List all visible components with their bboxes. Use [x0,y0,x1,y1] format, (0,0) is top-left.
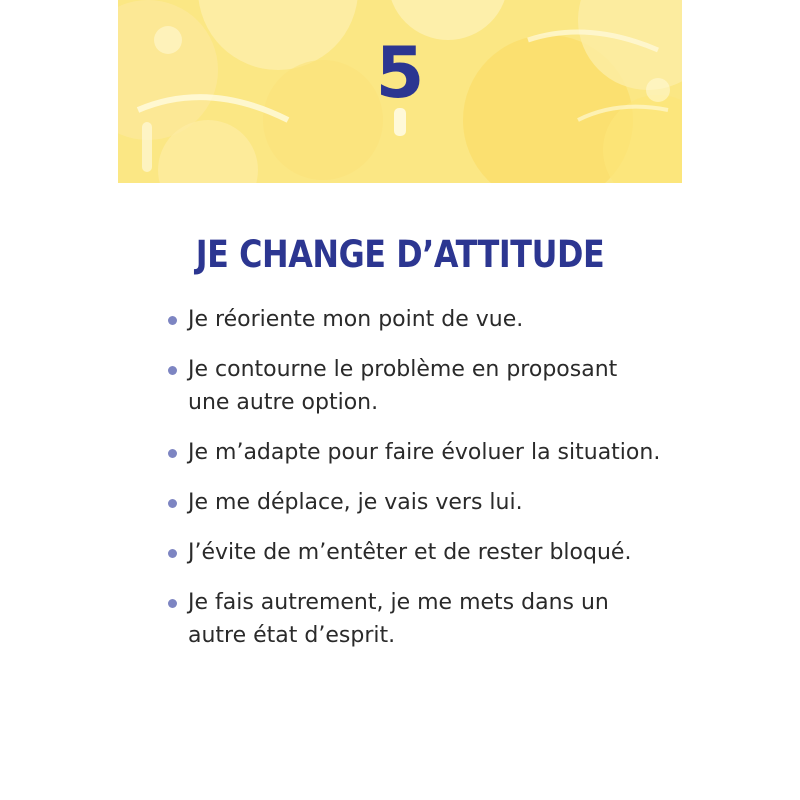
list-item-text: Je contourne le problème en proposant une autre option. [188,357,618,415]
list-item-text: Je réoriente mon point de vue. [188,307,524,332]
bullet-icon [168,449,177,458]
card-header-banner [118,0,682,183]
list-item [164,353,664,419]
bullet-icon [168,499,177,508]
list-item [164,436,664,469]
bullet-icon [168,599,177,608]
bullet-icon [168,366,177,375]
list-item [164,586,664,652]
bullet-icon [168,316,177,325]
list-item-text: J’évite de m’entêter et de rester bloqué. [188,540,632,565]
card-number: 5 [375,32,425,114]
list-item-text: Je fais autrement, je me mets dans un autre état d’esprit. [188,590,609,648]
bullet-icon [168,549,177,558]
card-title: JE CHANGE D’ATTITUDE [195,233,605,276]
list-item-text: Je m’adapte pour faire évoluer la situation. [188,440,661,465]
list-item-text: Je me déplace, je vais vers lui. [188,490,523,515]
attitude-list [164,303,664,669]
list-item [164,303,664,336]
list-item [164,536,664,569]
instruction-card [118,0,682,800]
list-item [164,486,664,519]
